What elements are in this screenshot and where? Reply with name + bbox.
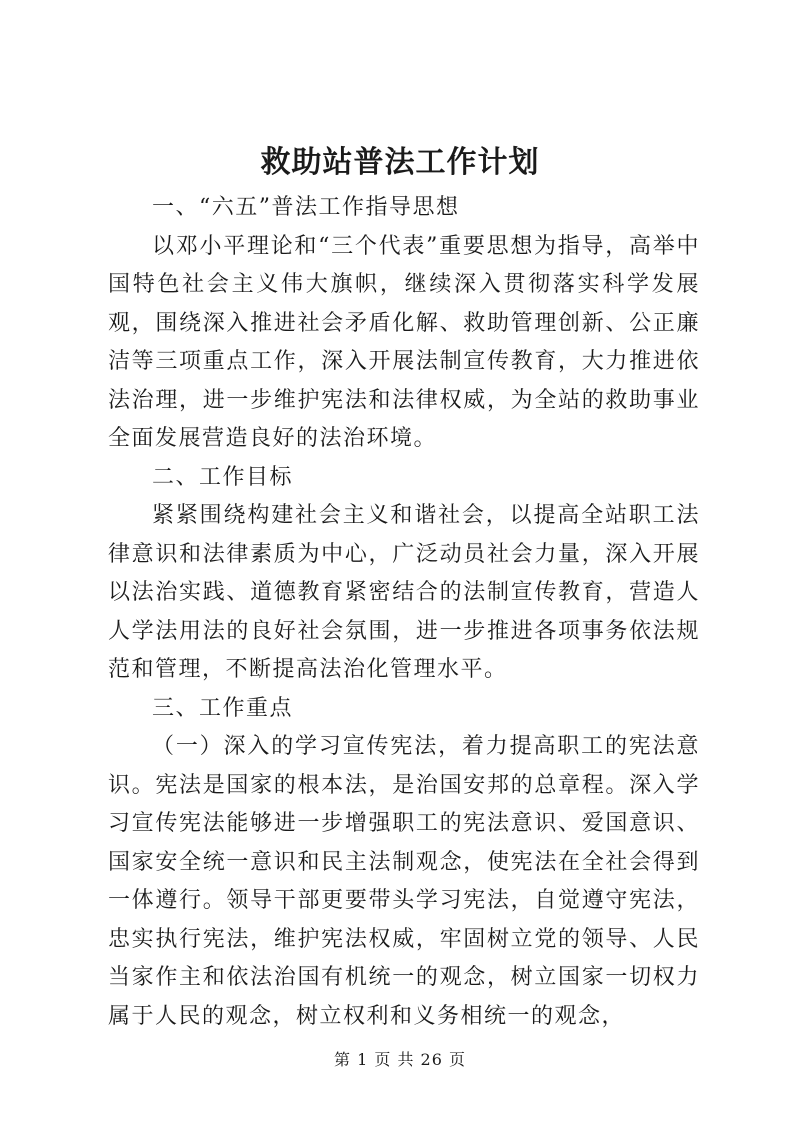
- section-heading-work-focus: 三、工作重点: [152, 695, 294, 721]
- page-number-footer: 第 1 页 共 26 页: [334, 1050, 466, 1069]
- document-body: [108, 189, 700, 1036]
- paragraph-guiding-ideology: 以邓小平理论和“三个代表”重要思想为指导，高举中国特色社会主义伟大旗帜，继续深入贯彻落实科学发展观，围绕深入推进社会矛盾化解、救助管理创新、公正廉洁等三项重点工作，深入开展法制宣传教育，大力推进依法治理，进一步维护宪法和法律权威，为全站的救助事业全面发展营造良好的法治环境。: [108, 233, 700, 451]
- paragraph-work-focus: （一）深入的学习宣传宪法，着力提高职工的宪法意识。宪法是国家的根本法，是治国安邦的总章程。深入学习宣传宪法能够进一步增强职工的宪法意识、爱国意识、国家安全统一意识和民主法制观念，使宪法在全社会得到一体遵行。领导干部更要带头学习宪法，自觉遵守宪法，忠实执行宪法，维护宪法权威，牢固树立党的领导、人民当家作主和依法治国有机统一的观念，树立国家一切权力属于人民的观念，树立权利和义务相统一的观念，: [108, 734, 700, 1029]
- paragraph-work-goals: 紧紧围绕构建社会主义和谐社会，以提高全站职工法律意识和法律素质为中心，广泛动员社会力量，深入开展以法治实践、道德教育紧密结合的法制宣传教育，营造人人学法用法的良好社会氛围，进一步推进各项事务依法规范和管理，不断提高法治化管理水平。: [108, 503, 700, 682]
- section-heading-work-goals: 二、工作目标: [152, 464, 294, 490]
- document-title: 救助站普法工作计划: [260, 145, 540, 180]
- section-heading-guiding-ideology: 一、“六五”普法工作指导思想: [152, 195, 460, 220]
